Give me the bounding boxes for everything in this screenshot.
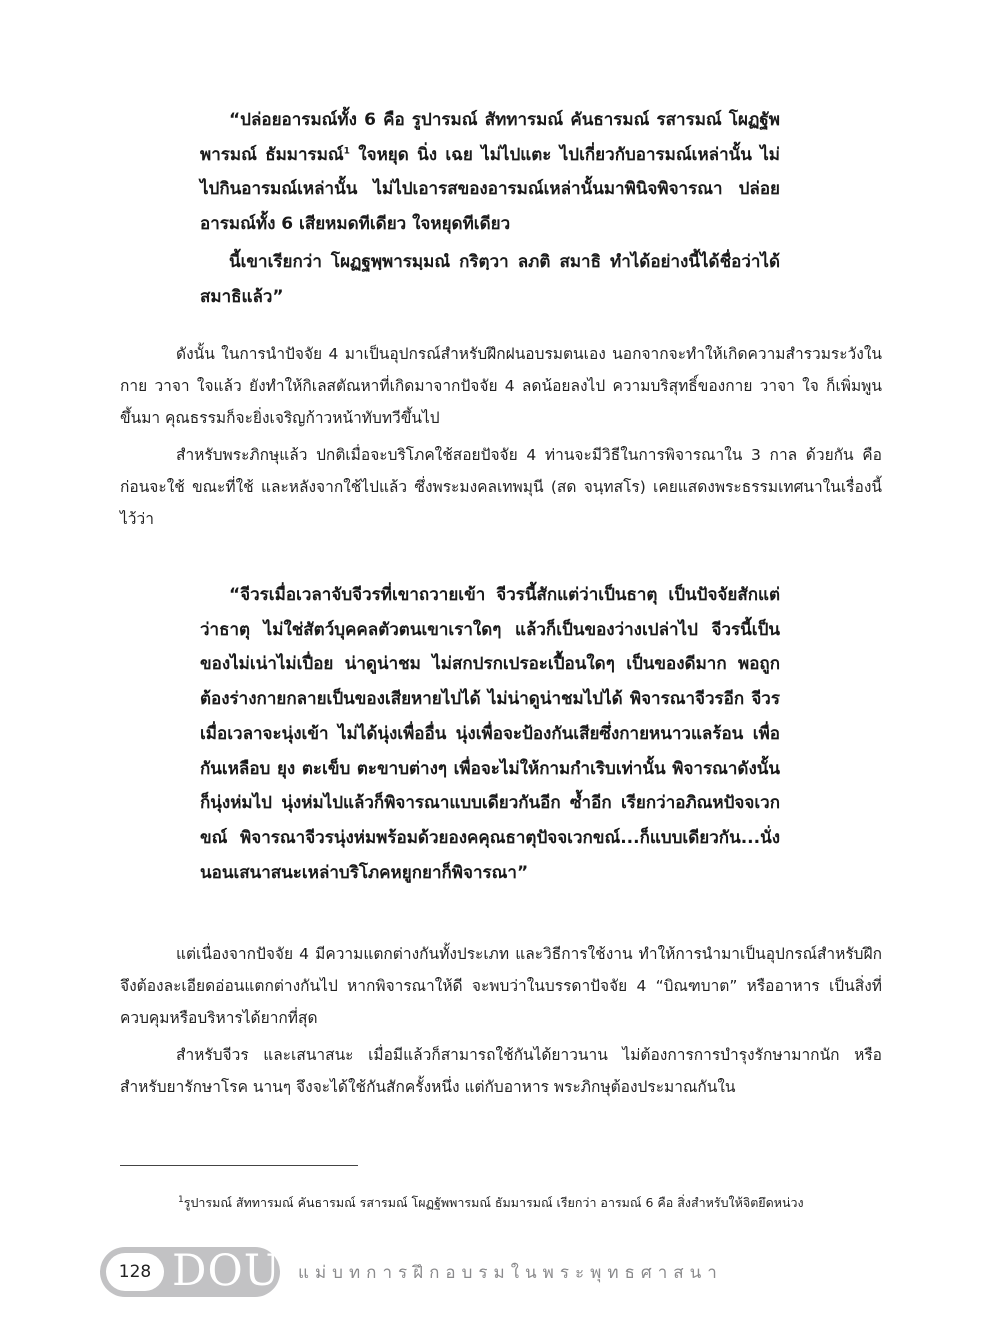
quote-paragraph (200, 103, 780, 242)
dou-logo: DOU (172, 1246, 281, 1296)
quote-block-samadhi (200, 103, 780, 314)
quote-block-robe (200, 578, 780, 890)
footnote-reference[interactable]: 1 (343, 146, 350, 157)
quote-paragraph: “จีวรเมื่อเวลาจับจีวรที่เขาถวายเข้า จีวรนี้สักแต่ว่าเป็นธาตุ เป็นปัจจัยสักแต่ว่าธาตุ ไม่ใช่สัตว์บุคคลตัวตนเขาเราใดๆ แล้วก็เป็นของว่างเปล่าไป จีวรนี้เป็นของไม่เน่าไม่เปื่อย น่าดูน่าชม ไม่สกปรกเปรอะเปื้อนใดๆ เป็นของดีมาก พอถูกต้องร่างกายกลายเป็นของเสียหายไปได้ ไม่น่าดูน่าชมไปได้ พิจารณาจีวรอีก จีวรเมื่อเวลาจะนุ่งเข้า ไม่ได้นุ่งเพื่ออื่น นุ่งเพื่อจะป้องกันเสียซึ่งกายหนาวแลร้อน เพื่อกันเหลือบ ยุง ตะเข็บ ตะขาบต่างๆ เพื่อจะไม่ให้กามกำเริบเท่านั้น พิจารณาดังนั้นก็นุ่งห่มไป นุ่งห่มไปแล้วก็พิจารณาแบบเดียวกันอีก ซ้ำอีก เรียกว่าอภิณหปัจจเวกขณ์ พิจารณาจีวรนุ่งห่มพร้อมด้วยองคคุณธาตุปัจจเวกขณ์...ก็แบบเดียวกัน...นั่งนอนเสนาสนะเหล่าบริโภคหยูกยาก็พิจารณา” (200, 585, 780, 883)
footnote-divider (120, 1165, 358, 1166)
body-paragraph: สำหรับจีวร และเสนาสนะ เมื่อมีแล้วก็สามารถใช้กันได้ยาวนาน ไม่ต้องการการบำรุงรักษามากนัก หรือสำหรับยารักษาโรค นานๆ จึงจะได้ใช้กันสักครั้งหนึ่ง แต่กับอาหาร พระภิกษุต้องประมาณกันใน (120, 1046, 882, 1096)
body-paragraph: แต่เนื่องจากปัจจัย 4 มีความแตกต่างกันทั้งประเภท และวิธีการใช้งาน ทำให้การนำมาเป็นอุปกรณ์สำหรับฝึกจึงต้องละเอียดอ่อนแตกต่างกันไป หากพิจารณาให้ดี จะพบว่าในบรรดาปัจจัย 4 “บิณฑบาต” หรืออาหาร เป็นสิ่งที่ควบคุมหรือบริหารได้ยากที่สุด (120, 945, 882, 1027)
body-paragraph: ดังนั้น ในการนำปัจจัย 4 มาเป็นอุปกรณ์สำหรับฝึกฝนอบรมตนเอง นอกจากจะทำให้เกิดความสำรวมระวังใน กาย วาจา ใจแล้ว ยังทำให้กิเลสตัณหาที่เกิดมาจากปัจจัย 4 ลดน้อยลงไป ความบริสุทธิ์ของกาย วาจา ใจ ก็เพิ่มพูนขึ้นมา คุณธรรมก็จะยิ่งเจริญก้าวหน้าทับทวีขึ้นไป (120, 345, 882, 427)
body-text-block (120, 338, 882, 535)
body-text-block (120, 938, 882, 1103)
quote-paragraph: นี้เขาเรียกว่า โผฏฐพฺพารมฺมณํ กริตฺวา ลภติ สมาธิ ทำได้อย่างนี้ได้ชื่อว่าได้สมาธิแล้ว” (200, 251, 780, 307)
footnote-text: รูปารมณ์ สัททารมณ์ คันธารมณ์ รสารมณ์ โผฏฐัพพารมณ์ ธัมมารมณ์ เรียกว่า อารมณ์ 6 คือ สิ่งสำหรับให้จิตยึดหน่วง (183, 1195, 804, 1210)
footnote (178, 1193, 898, 1213)
footnote-marker: 1 (178, 1194, 184, 1205)
body-paragraph: สำหรับพระภิกษุแล้ว ปกติเมื่อจะบริโภคใช้สอยปัจจัย 4 ท่านจะมีวิธีในการพิจารณาใน 3 กาล ด้วยกัน คือ ก่อนจะใช้ ขณะที่ใช้ และหลังจากใช้ไปแล้ว ซึ่งพระมงคลเทพมุนี (สด จนฺทสโร) เคยแสดงพระธรรมเทศนาในเรื่องนี้ไว้ว่า (120, 446, 882, 528)
quote-text: “ปล่อยอารมณ์ทั้ง 6 คือ รูปารมณ์ สัททารมณ์ คันธารมณ์ รสารมณ์ โผฏฐัพพารมณ์ ธัมมารมณ์ (200, 110, 780, 165)
running-footer-title: แม่บทการฝึกอบรมในพระพุทธศาสนา (298, 1263, 723, 1283)
page-number: 128 (106, 1253, 164, 1291)
quote-text: ใจหยุด นิ่ง เฉย ไม่ไปแตะ ไปเกี่ยวกับอารมณ์เหล่านั้น ไม่ไปกินอารมณ์เหล่านั้น ไม่ไปเอารสของอารมณ์เหล่านั้นมาพินิจพิจารณา ปล่อยอารมณ์ทั้ง 6 เสียหมดทีเดียว ใจหยุดทีเดียว (200, 144, 780, 235)
